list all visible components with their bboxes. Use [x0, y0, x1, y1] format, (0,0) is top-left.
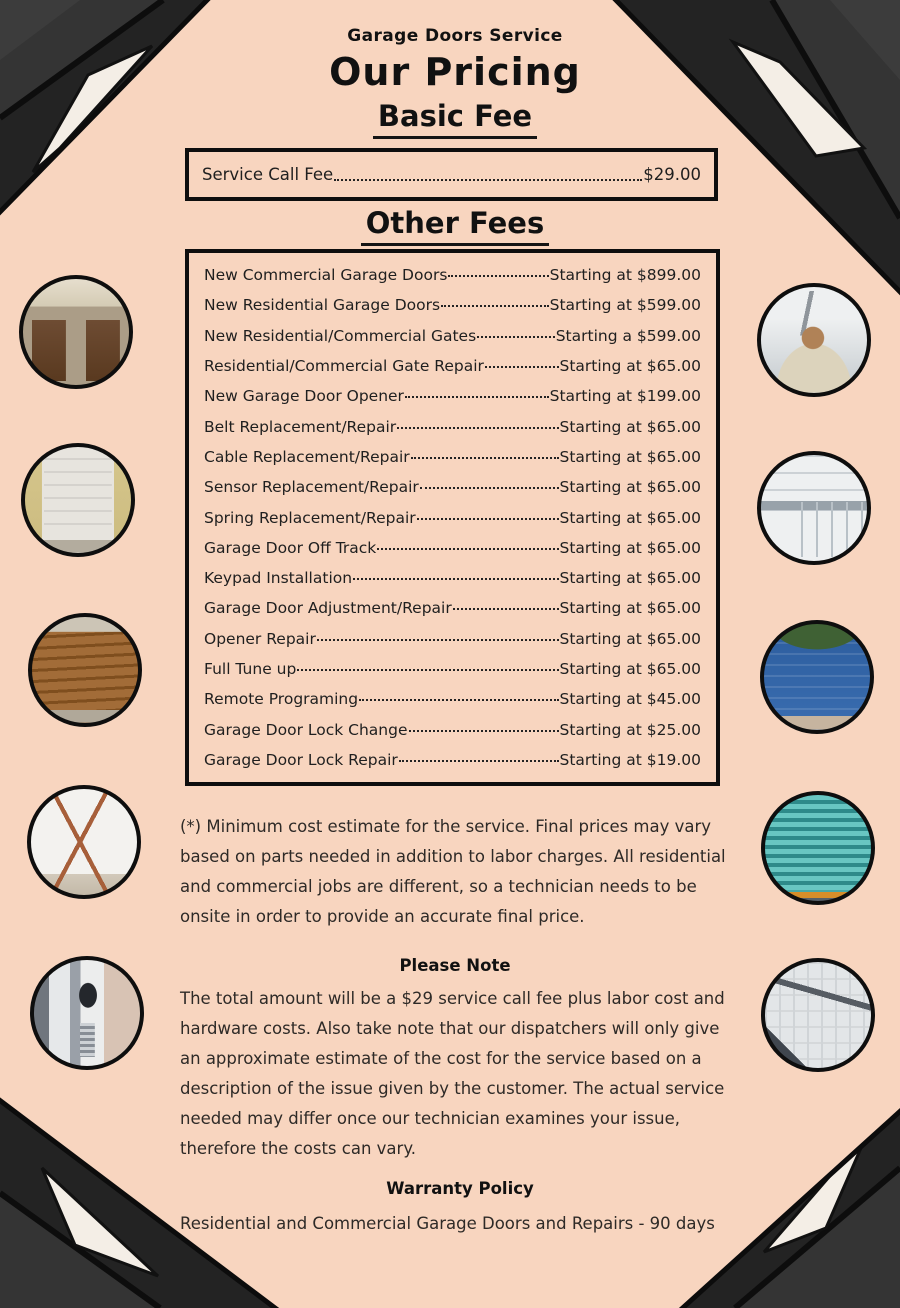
fee-price: Starting at $65.00	[559, 417, 701, 436]
dot-leader	[399, 760, 559, 762]
basic-fee-box	[185, 148, 718, 201]
photo-garage-interior-tracks	[27, 785, 141, 899]
dot-leader	[448, 275, 548, 277]
fee-price: Starting at $65.00	[559, 599, 701, 618]
fee-label: New Commercial Garage Doors	[204, 266, 448, 284]
disclaimer-text: (*) Minimum cost estimate for the service. Final prices may vary based on parts needed in addition to labor charges. All residential and commercial jobs are different, so a technician needs to be onsite in order to provide an accurate final price.	[180, 817, 726, 926]
dot-leader	[397, 427, 558, 429]
please-note-text: The total amount will be a $29 service call fee plus labor cost and hardware costs. Also take note that our dispatchers will only give an approximate estimate of the cost for the service based on a description of the issue given by the customer. The actual service needed may differ once our technician examines your issue, therefore the costs can vary.	[180, 989, 725, 1158]
fee-row	[204, 509, 701, 527]
dot-leader	[334, 179, 642, 181]
fee-price: Starting at $65.00	[559, 508, 701, 527]
fee-row	[204, 418, 701, 436]
fee-label: Spring Replacement/Repair	[204, 508, 416, 527]
fee-row	[204, 266, 701, 284]
fee-label: Garage Door Off Track	[204, 538, 377, 557]
fee-row	[204, 630, 701, 648]
fee-row	[204, 478, 701, 496]
fee-price: Starting at $599.00	[549, 296, 701, 315]
fee-label: Cable Replacement/Repair	[204, 447, 410, 466]
fee-label: Garage Door Adjustment/Repair	[204, 599, 452, 618]
fee-label: Service Call Fee	[202, 165, 334, 184]
fee-label: New Residential Garage Doors	[204, 296, 441, 315]
fee-label: Full Tune up	[204, 660, 297, 679]
fee-price: Starting at $899.00	[549, 266, 701, 284]
fee-price: Starting at $65.00	[559, 356, 701, 375]
fee-row	[202, 152, 701, 197]
dot-leader	[359, 699, 558, 701]
fee-row	[204, 569, 701, 587]
photo-bright-garage-interior	[757, 451, 871, 565]
please-note-heading: Please Note	[399, 956, 511, 975]
fee-label: Belt Replacement/Repair	[204, 417, 397, 436]
brand-title: Garage Doors Service	[347, 26, 563, 46]
fee-row	[204, 599, 701, 617]
fee-price: Starting at $25.00	[559, 720, 701, 739]
fee-row	[204, 539, 701, 557]
fee-price: Starting a $599.00	[555, 326, 701, 345]
dot-leader	[485, 366, 559, 368]
dot-leader	[317, 639, 559, 641]
photo-blue-garage-door	[760, 620, 874, 734]
fee-label: Residential/Commercial Gate Repair	[204, 356, 484, 375]
dot-leader	[377, 548, 558, 550]
dot-leader	[405, 396, 549, 398]
fee-row	[204, 751, 701, 769]
fee-row	[204, 721, 701, 739]
basic-fee-heading: Basic Fee	[150, 99, 760, 139]
fee-label: New Residential/Commercial Gates	[204, 326, 477, 345]
fee-price: Starting at $65.00	[559, 569, 701, 588]
fee-label: Keypad Installation	[204, 569, 353, 588]
other-fees-box	[185, 249, 720, 786]
page-title: Our Pricing	[329, 50, 581, 94]
photo-roller-bracket-spring	[30, 956, 144, 1070]
dot-leader	[417, 518, 559, 520]
warranty-policy-heading: Warranty Policy	[386, 1179, 534, 1198]
photo-teal-roller-shutter	[761, 791, 875, 905]
dot-leader	[297, 669, 558, 671]
dot-leader	[453, 608, 559, 610]
fee-row	[204, 357, 701, 375]
photo-white-garage-door	[21, 443, 135, 557]
fee-label: Garage Door Lock Change	[204, 720, 408, 739]
fee-label: Garage Door Lock Repair	[204, 751, 398, 769]
fee-price: Starting at $65.00	[559, 478, 701, 497]
fee-price: Starting at $65.00	[559, 660, 701, 679]
fee-label: New Garage Door Opener	[204, 387, 404, 406]
fee-label: Remote Programing	[204, 690, 359, 709]
dot-leader	[420, 487, 559, 489]
fee-label: Opener Repair	[204, 629, 316, 648]
fee-row	[204, 327, 701, 345]
fee-price: Starting at $199.00	[549, 387, 701, 406]
dot-leader	[409, 730, 559, 732]
other-fees-heading: Other Fees	[150, 206, 760, 246]
fee-row	[204, 690, 701, 708]
fee-price: Starting at $65.00	[559, 538, 701, 557]
fee-price: $29.00	[643, 165, 701, 184]
dot-leader	[411, 457, 559, 459]
dot-leader	[477, 336, 555, 338]
fee-label: Sensor Replacement/Repair	[204, 478, 419, 497]
fee-row	[204, 660, 701, 678]
dot-leader	[353, 578, 558, 580]
photo-technician-installing-opener	[757, 283, 871, 397]
photo-opener-rail-interior	[761, 958, 875, 1072]
fee-price: Starting at $45.00	[559, 690, 701, 709]
fee-price: Starting at $65.00	[559, 447, 701, 466]
fee-price: Starting at $19.00	[559, 751, 701, 769]
photo-wood-panel-door	[28, 613, 142, 727]
fee-row	[204, 296, 701, 314]
photo-brown-carriage-doors	[19, 275, 133, 389]
dot-leader	[441, 305, 549, 307]
fee-row	[204, 448, 701, 466]
warranty-policy-text: Residential and Commercial Garage Doors and Repairs - 90 days	[180, 1214, 715, 1233]
fee-price: Starting at $65.00	[559, 629, 701, 648]
fee-row	[204, 387, 701, 405]
